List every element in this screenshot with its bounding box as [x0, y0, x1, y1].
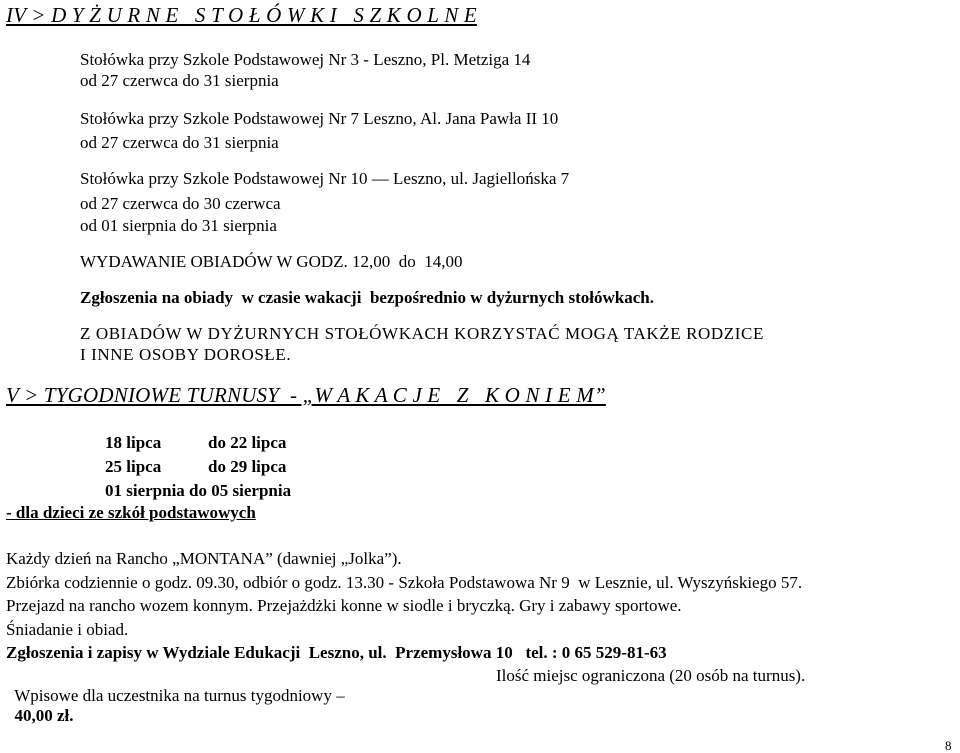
fee-amount: 40,00 zł. — [14, 706, 74, 725]
places-note: Ilość miejsc ograniczona (20 osób na turnus). — [496, 666, 806, 685]
page-number: 8 — [945, 738, 952, 753]
fee-line — [6, 666, 345, 726]
info-rancho: Każdy dzień na Rancho „MONTANA” (dawniej „Jolka”). — [6, 549, 402, 568]
turnus-2-to: do 29 lipca — [208, 457, 287, 476]
section-5-heading: V > TYGODNIOWE TURNUSY - „W A K A C J E Z K O N I E M” — [6, 383, 606, 407]
canteen-2-dates: od 27 czerwca do 31 sierpnia — [80, 133, 279, 152]
adults-notice-1: Z OBIADÓW W DYŻURNYCH STOŁÓWKACH KORZYSTAĆ MOGĄ TAKŻE RODZICE — [80, 324, 764, 343]
contact-line: Zgłoszenia i zapisy w Wydziale Edukacji Leszno, ul. Przemysłowa 10 tel. : 0 65 529-81-63 — [6, 643, 667, 662]
turnus-1-from: 18 lipca — [105, 433, 162, 452]
canteen-1-dates: od 27 czerwca do 31 sierpnia — [80, 71, 279, 90]
canteen-3-dates-2: od 01 sierpnia do 31 sierpnia — [80, 216, 277, 235]
section-4-heading: IV > D Y Ż U R N E S T O Ł Ó W K I S Z K O L N E — [6, 3, 477, 27]
audience-note: - dla dzieci ze szkół podstawowych — [6, 503, 256, 522]
turnus-2-from: 25 lipca — [105, 457, 162, 476]
serving-hours: WYDAWANIE OBIADÓW W GODZ. 12,00 do 14,00 — [80, 252, 463, 271]
turnus-1-to: do 22 lipca — [208, 433, 287, 452]
canteen-2-name: Stołówka przy Szkole Podstawowej Nr 7 Leszno, Al. Jana Pawła II 10 — [80, 109, 559, 128]
fee-text: Wpisowe dla uczestnika na turnus tygodniowy – — [14, 686, 345, 705]
turnus-3: 01 sierpnia do 05 sierpnia — [105, 481, 292, 500]
canteen-3-dates-1: od 27 czerwca do 30 czerwca — [80, 194, 281, 213]
adults-notice-2: I INNE OSOBY DOROSŁE. — [80, 345, 292, 364]
registration-note: Zgłoszenia na obiady w czasie wakacji bezpośrednio w dyżurnych stołówkach. — [80, 288, 654, 307]
canteen-1-name: Stołówka przy Szkole Podstawowej Nr 3 - Leszno, Pl. Metziga 14 — [80, 50, 531, 69]
info-transport: Przejazd na rancho wozem konnym. Przejażdżki konne w siodle i bryczką. Gry i zabawy sportowe. — [6, 596, 682, 615]
info-meeting: Zbiórka codziennie o godz. 09.30, odbiór o godz. 13.30 - Szkoła Podstawowa Nr 9 w Lesznie, ul. Wyszyńskiego 57. — [6, 573, 803, 592]
canteen-3-name: Stołówka przy Szkole Podstawowej Nr 10 — Leszno, ul. Jagiellońska 7 — [80, 169, 570, 188]
info-meals: Śniadanie i obiad. — [6, 620, 129, 639]
